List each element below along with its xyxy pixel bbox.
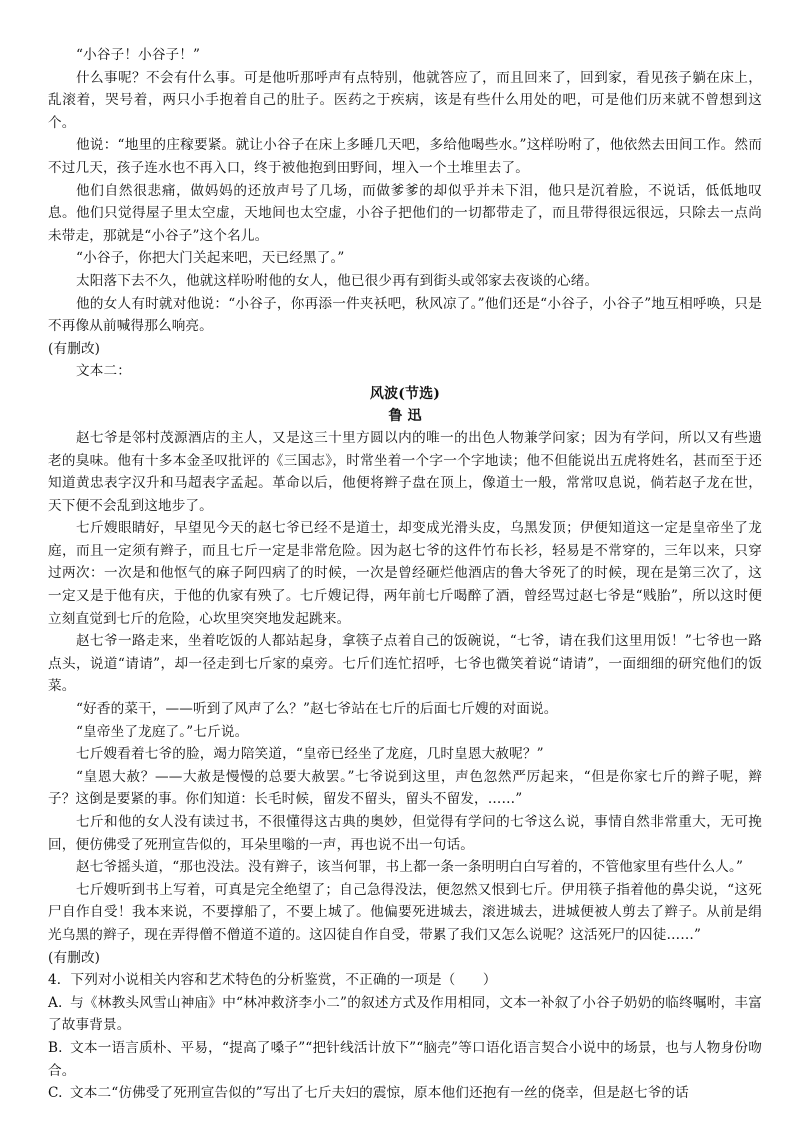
text1-paragraph-2: 什么事呢？不会有什么事。可是他听那呼声有点特别，他就答应了，而且回来了，回到家，看见孩子躺在床上，乱滚着，哭号着，两只小手抱着自己的肚子。医药之于疾病，该是有些什么用处的吧，可是他们历来就不曾想到这个。 — [48, 69, 762, 131]
text2-paragraph-3: 赵七爷一路走来，坐着吃饭的人都站起身，拿筷子点着自己的饭碗说，“七爷，请在我们这里用饭！”七爷也一路点头，说道“请请”，却一径走到七斤家的桌旁。七斤们连忙招呼，七爷也微笑着说“请请”，一面细细的研究他们的饭菜。 — [48, 633, 762, 695]
text2-paragraph-5: “皇帝坐了龙庭了。”七斤说。 — [76, 723, 249, 740]
option-b-label: B. — [48, 1039, 63, 1056]
text2-paragraph-2: 七斤嫂眼睛好，早望见今天的赵七爷已经不是道士，却变成光滑头皮，乌黑发顶；伊便知道这一定是皇帝坐了龙庭，而且一定须有辫子，而且七斤一定是非常危险。因为赵七爷的这件竹布长衫，轻易是不常穿的，三年以来，只穿过两次：一次是和他怄气的麻子阿四病了的时候，一次是曾经砸烂他酒店的鲁大爷死了的时候，现在是第三次了，这一定又是于他有庆，于他的仇家有殃了。七斤嫂记得，两年前七斤喝醉了酒，曾经骂过赵七爷是“贱胎”，所以这时便立刻直觉到七斤的危险，心坎里突突地发起跳来。 — [48, 520, 762, 627]
option-a-text: 与《林教头风雪山神庙》中“林冲救济李小二”的叙述方式及作用相同，文本一补叙了小谷子奶奶的临终嘱咐，丰富了故事背景。 — [48, 994, 762, 1034]
text1-paragraph-7: 他的女人有时就对他说：“小谷子，你再添一件夹袄吧，秋风凉了。”他们还是“小谷子，小谷子”地互相呼唤，只是不再像从前喊得那么响亮。 — [48, 295, 762, 335]
text2-paragraph-6: 七斤嫂看着七爷的脸，竭力陪笑道，“皇帝已经坐了龙庭，几时皇恩大赦呢？” — [76, 746, 544, 763]
text1-note: (有删改) — [48, 340, 101, 357]
option-c-text: 文本二“仿佛受了死刑宣告似的”写出了七斤夫妇的震惊，原本他们还抱有一丝的侥幸，但是赵七爷的话 — [70, 1085, 689, 1102]
text2-title: 风波(节选) — [369, 385, 441, 402]
text2-note: (有删改) — [48, 949, 101, 966]
option-a-label: A. — [48, 994, 63, 1011]
option-b — [48, 1037, 762, 1082]
text1-paragraph-3: 他说：“地里的庄稼要紧。就让小谷子在床上多睡几天吧，多给他喝些水。”这样吩咐了，他依然去田间工作。然而不过几天，孩子连水也不再入口，终于被他抱到田野间，埋入一个土堆里去了。 — [48, 137, 762, 176]
option-b-text: 文本一语言质朴、平易，“提高了嗓子”“把针线活计放下”“脑壳”等口语化语言契合小说中的场景，也与人物身份吻合。 — [48, 1039, 762, 1079]
text2-paragraph-1: 赵七爷是邻村茂源酒店的主人，又是这三十里方圆以内的唯一的出色人物兼学问家；因为有学问，所以又有些遗老的臭味。他有十多本金圣叹批评的《三国志》，时常坐着一个字一个字地读；他不但能说出五虎将姓名，甚而至于还知道黄忠表字汉升和马超表字孟起。革命以后，他便将辫子盘在顶上，像道士一般，常常叹息说，倘若赵子龙在世，天下便不会乱到这地步了。 — [48, 429, 762, 514]
text1-paragraph-6: 太阳落下去不久，他就这样吩咐他的女人，他已很少再有到街头或邻家去夜谈的心绪。 — [76, 272, 599, 289]
option-a — [48, 992, 762, 1037]
text2-paragraph-8: 七斤和他的女人没有读过书，不很懂得这古典的奥妙，但觉得有学问的七爷这么说，事情自然非常重大，无可挽回，便仿佛受了死刑宣告似的，耳朵里嗡的一声，再也说不出一句话。 — [48, 814, 762, 853]
text1-paragraph-1: “小谷子！小谷子！” — [76, 47, 201, 63]
option-c — [48, 1082, 762, 1105]
text2-paragraph-10: 七斤嫂听到书上写着，可真是完全绝望了；自己急得没法，便忽然又恨到七斤。伊用筷子指着他的鼻尖说，“这死尸自作自受！我本来说，不要撑船了，不要上城了。他偏要死进城去，滚进城去，进城便被人剪去了辫子。从前是绢光乌黑的辫子，现在弄得僧不僧道不道的。这囚徒自作自受，带累了我们又怎么说呢？这活死尸的囚徒……” — [48, 881, 762, 943]
text1-paragraph-4: 他们自然很悲痛，做妈妈的还放声号了几场，而做爹爹的却似乎并未下泪，他只是沉着脸，不说话，低低地叹息。他们只觉得屋子里太空虚，天地间也太空虚，小谷子把他们的一切都带走了，而且带得很远很远，只除去一点尚未带走，那就是“小谷子”这个名儿。 — [48, 182, 762, 244]
text1-paragraph-5: “小谷子，你把大门关起来吧，天已经黑了。” — [76, 250, 345, 267]
text2-section — [48, 360, 762, 969]
question-stem: 4．下列对小说相关内容和艺术特色的分析鉴赏，不正确的一项是（ ） — [48, 972, 497, 989]
option-c-label: C. — [48, 1085, 63, 1102]
text2-paragraph-4: “好香的菜干，——听到了风声了么？”赵七爷站在七斤的后面七斤嫂的对面说。 — [76, 701, 558, 718]
text2-paragraph-9: 赵七爷摇头道，“那也没法。没有辫子，该当何罪，书上都一条一条明明白白写着的，不管他家里有些什么人。” — [76, 859, 744, 876]
text2-label: 文本二： — [76, 363, 131, 380]
text2-author: 鲁 迅 — [388, 407, 422, 424]
question-4 — [48, 969, 762, 1105]
text2-paragraph-7: “皇恩大赦？——大赦是慢慢的总要大赦罢。”七爷说到这里，声色忽然严厉起来，“但是你家七斤的辫子呢，辫子？这倒是要紧的事。你们知道：长毛时候，留发不留头，留头不留发，……” — [48, 768, 762, 808]
text1-section — [48, 44, 762, 360]
